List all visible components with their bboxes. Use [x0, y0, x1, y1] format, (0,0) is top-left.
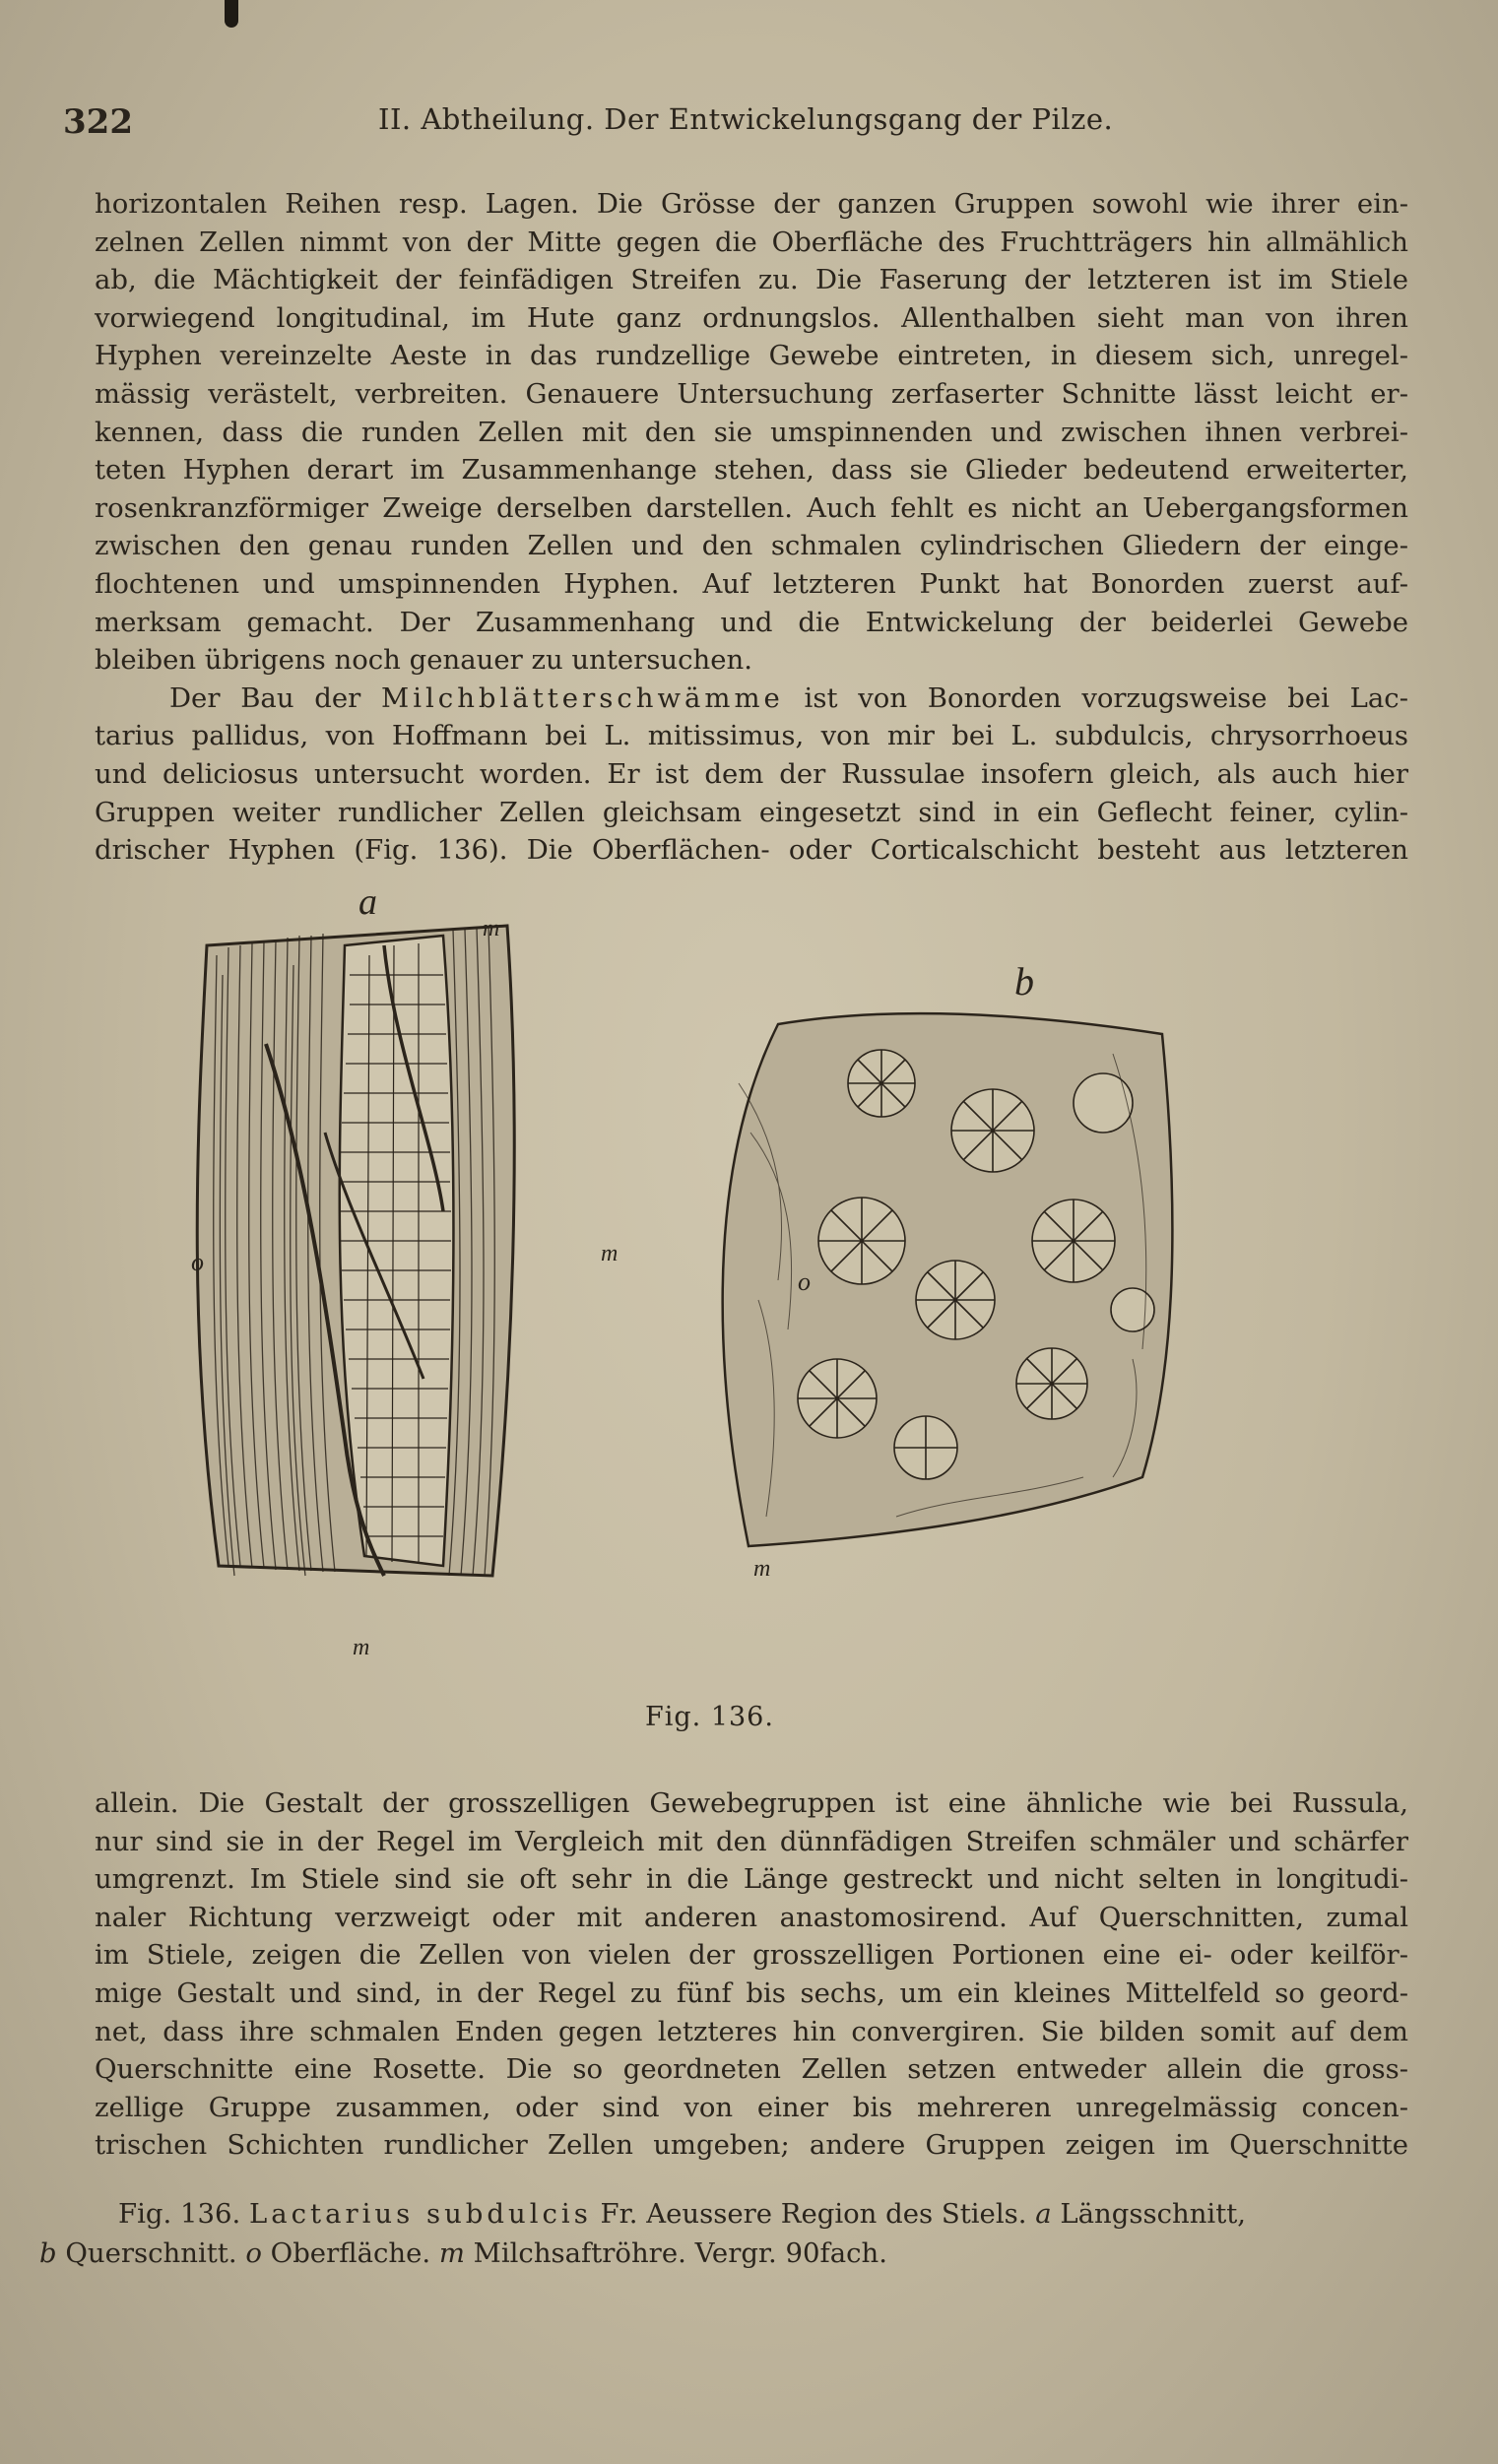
- text-line: horizontalen Reihen resp. Lagen. Die Grösse der ganzen Gruppen sowohl wie ihrer ein-: [95, 188, 1408, 220]
- text-line: umgrenzt. Im Stiele sind sie oft sehr in die Länge gestreckt und nicht selten in longitudi-: [95, 1863, 1408, 1896]
- body-text-bottom: [95, 1784, 1408, 2165]
- ink-blot: [225, 0, 238, 28]
- marker-m-a-mid: m: [601, 1241, 619, 1266]
- paragraph-2: [95, 680, 1408, 870]
- text-line: flochtenen und umspinnenden Hyphen. Auf letzteren Punkt hat Bonorden zuerst auf-: [95, 567, 1408, 600]
- paragraph-3: [95, 1784, 1408, 2165]
- text-line: kennen, dass die runden Zellen mit den sie umspinnenden und zwischen ihnen verbrei-: [95, 416, 1408, 448]
- legend-species: Lactarius subdulcis: [248, 2198, 592, 2230]
- legend-fig: Fig. 136.: [118, 2198, 241, 2230]
- panel-letter-a: a: [358, 886, 377, 923]
- paragraph-2-first-rest: ist von Bonorden vorzugsweise bei Lac-: [783, 681, 1408, 714]
- panel-a-longitudinal-section: [197, 926, 514, 1576]
- legend-a-letter: a: [1035, 2198, 1052, 2230]
- body-text-top: [95, 185, 1408, 870]
- text-line: im Stiele, zeigen die Zellen von vielen der grosszelligen Portionen eine ei- oder keilför-: [95, 1939, 1408, 1972]
- legend-line-1: [39, 2194, 1408, 2234]
- text-line: zwischen den genau runden Zellen und den schmalen cylindrischen Gliedern der einge-: [95, 530, 1408, 562]
- text-line: nur sind sie in der Regel im Vergleich mit den dünnfädigen Streifen schmäler und schärfer: [95, 1825, 1408, 1857]
- legend-line-2: [39, 2234, 1408, 2273]
- legend-m-text: Milchsaftröhre. Vergr. 90fach.: [464, 2237, 887, 2269]
- text-line: tarius pallidus, von Hoffmann bei L. mitissimus, von mir bei L. subdulcis, chrysorrhoeus: [95, 720, 1408, 752]
- text-line: Hyphen vereinzelte Aeste in das rundzellige Gewebe eintreten, in diesem sich, unregel-: [95, 340, 1408, 372]
- panel-letter-b: b: [1014, 959, 1034, 1004]
- term-milchblaetterschwaemme: Milchblätterschwämme: [381, 681, 784, 714]
- text-line: net, dass ihre schmalen Enden gegen letzteres hin convergiren. Sie bilden somit auf dem: [95, 2015, 1408, 2047]
- paragraph-2-intro: Der Bau der: [169, 681, 382, 714]
- text-line: teten Hyphen derart im Zusammenhange stehen, dass sie Glieder bedeutend erweiterter,: [95, 454, 1408, 486]
- legend-o-text: Oberfläche.: [261, 2237, 439, 2269]
- text-line: drischer Hyphen (Fig. 136). Die Oberflächen- oder Corticalschicht besteht aus letzteren: [95, 834, 1408, 867]
- marker-m-b: m: [753, 1556, 771, 1582]
- marker-m-a-top: m: [483, 916, 500, 941]
- text-line: zellige Gruppe zusammen, oder sind von einer bis mehreren unregelmässig concen-: [95, 2091, 1408, 2123]
- panel-a-cell-region: [340, 936, 454, 1566]
- text-line: naler Richtung verzweigt oder mit anderen anastomosirend. Auf Querschnitten, zumal: [95, 1901, 1408, 1933]
- text-line: merksam gemacht. Der Zusammenhang und die Entwickelung der beiderlei Gewebe: [95, 606, 1408, 638]
- legend-m-letter: m: [438, 2237, 465, 2269]
- legend-b-letter: b: [39, 2237, 57, 2269]
- text-line: rosenkranzförmiger Zweige derselben darstellen. Auch fehlt es nicht an Uebergangsformen: [95, 491, 1408, 524]
- figure-136-illustration: [148, 886, 1261, 1733]
- figure-legend: [39, 2194, 1408, 2273]
- marker-o-b: o: [798, 1267, 811, 1296]
- text-line: Querschnitte eine Rosette. Die so geordneten Zellen setzen entweder allein die gross-: [95, 2053, 1408, 2086]
- text-line: mässig verästelt, verbreiten. Genauere Untersuchung zerfaserter Schnitte lässt leicht er-: [95, 377, 1408, 410]
- text-line: allein. Die Gestalt der grosszelligen Gewebegruppen ist eine ähnliche wie bei Russula,: [95, 1787, 1408, 1819]
- text-line: Gruppen weiter rundlicher Zellen gleichsam eingesetzt sind in ein Geflecht feiner, cylin-: [95, 796, 1408, 828]
- page-header: [63, 102, 1417, 150]
- legend-rest-1: Fr. Aeussere Region des Stiels.: [591, 2198, 1036, 2230]
- text-line: zelnen Zellen nimmt von der Mitte gegen die Oberfläche des Fruchtträgers hin allmählich: [95, 226, 1408, 258]
- text-line: ab, die Mächtigkeit der feinfädigen Streifen zu. Die Faserung der letzteren ist im Stiele: [95, 264, 1408, 296]
- legend-b-text: Querschnitt.: [56, 2237, 246, 2269]
- marker-o-a: o: [191, 1248, 204, 1276]
- marker-m-a-bottom: m: [353, 1635, 370, 1660]
- text-line: mige Gestalt und sind, in der Regel zu fünf bis sechs, um ein kleines Mittelfeld so geord-: [95, 1977, 1408, 2009]
- text-line: trischen Schichten rundlicher Zellen umgeben; andere Gruppen zeigen im Querschnitte: [95, 2129, 1408, 2162]
- running-head: II. Abtheilung. Der Entwickelungsgang der Pilze.: [378, 102, 1114, 136]
- legend-a-text: Längsschnitt,: [1051, 2198, 1247, 2230]
- figure-label: Fig. 136.: [645, 1702, 774, 1732]
- text-line: bleiben übrigens noch genauer zu untersuchen.: [95, 644, 752, 677]
- panel-b-cross-section: [723, 1013, 1173, 1546]
- legend-o-letter: o: [245, 2237, 262, 2269]
- page-number: 322: [63, 102, 133, 142]
- text-line: [95, 680, 1408, 718]
- text-line: vorwiegend longitudinal, im Hute ganz ordnungslos. Allenthalben sieht man von ihren: [95, 301, 1408, 334]
- text-line: und deliciosus untersucht worden. Er ist dem der Russulae insofern gleich, als auch hier: [95, 757, 1408, 790]
- paragraph-1: [95, 185, 1408, 680]
